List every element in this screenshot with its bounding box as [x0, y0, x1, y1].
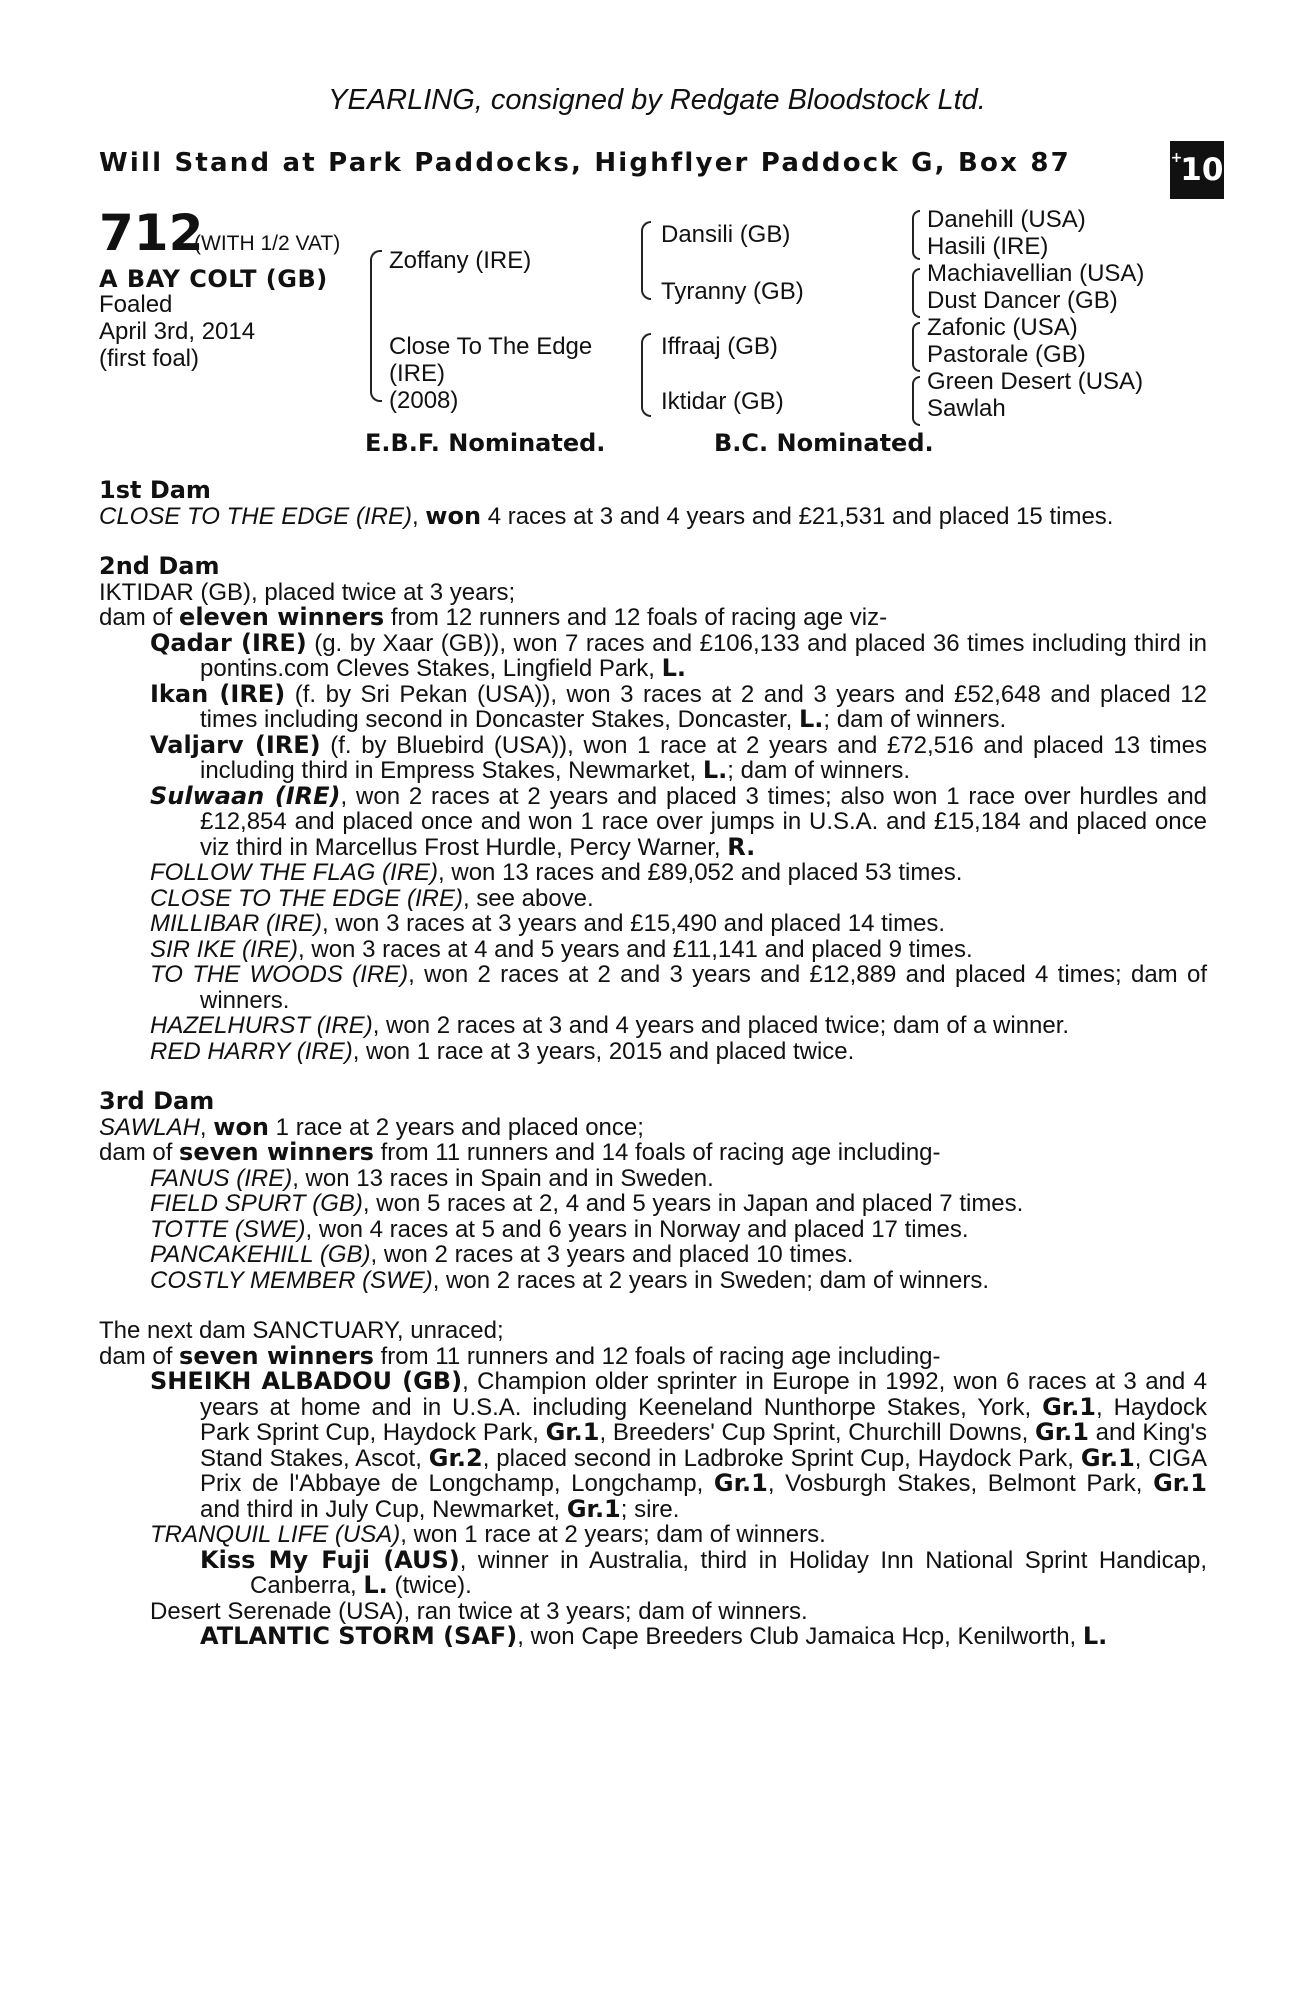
- vat-note: (WITH 1/2 VAT): [194, 232, 341, 255]
- produce-record: , Vosburgh Stakes, Belmont Park,: [767, 1470, 1154, 1497]
- produce-record: , won 4 races at 5 and 6 years in Norway and placed 17 times.: [305, 1215, 969, 1243]
- produce-record: ; sire.: [620, 1495, 680, 1523]
- pedigree-dds: Green Desert (USA): [927, 368, 1144, 395]
- produce-record: and King's Stand Stakes, Ascot,: [200, 1419, 1208, 1472]
- badge-mark: +: [1170, 150, 1183, 166]
- produce-note: ; dam of winners.: [823, 706, 1007, 733]
- listed-mark: L.: [702, 756, 728, 784]
- pedigree-ss: Dansili (GB): [661, 221, 791, 248]
- first-dam-line: CLOSE TO THE EDGE (IRE), won 4 races at 3 and 4 years and £21,531 and placed 15 times.: [99, 501, 1114, 530]
- third-dam-record: 1 race at 2 years and placed once;: [269, 1113, 644, 1141]
- runners-summary: from 11 runners and 12 foals of racing age including-: [373, 1342, 941, 1370]
- pedigree-dss: Zafonic (USA): [927, 314, 1078, 341]
- pedigree-bracket-ds: [912, 322, 920, 372]
- pedigree-dam-country: (IRE): [389, 360, 445, 387]
- third-dam-name: SAWLAH: [99, 1113, 200, 1141]
- race-grade-mark: Gr.1: [545, 1418, 600, 1446]
- ebf-nominated: E.B.F. Nominated.: [365, 429, 606, 457]
- first-dam-heading: 1st Dam: [99, 476, 211, 504]
- produce-record: , won 3 races at 4 and 5 years and £11,141 and placed 9 times.: [298, 935, 973, 963]
- runners-summary: from 12 runners and 12 foals of racing age viz-: [384, 604, 888, 631]
- produce-record: , see above.: [462, 884, 594, 912]
- produce-name: ATLANTIC STORM (SAF): [200, 1622, 518, 1650]
- bc-nominated: B.C. Nominated.: [714, 429, 934, 457]
- race-grade-mark: R.: [727, 832, 756, 861]
- produce-note: ; dam of winners.: [727, 757, 911, 784]
- third-dam-won: won: [213, 1112, 270, 1141]
- pedigree-ds: Iffraaj (GB): [661, 333, 778, 360]
- pedigree-sdd: Dust Dancer (GB): [927, 287, 1118, 314]
- produce-record: , won 13 races and £89,052 and placed 53 times.: [438, 859, 963, 886]
- produce-entry: [99, 911, 1207, 937]
- produce-entry: [99, 860, 1207, 886]
- produce-record: , won 2 races at 3 and 4 years and placed twice; dam of a winner.: [372, 1012, 1070, 1039]
- produce-record: , won Cape Breeders Club Jamaica Hcp, Kenilworth,: [517, 1623, 1083, 1650]
- produce-entry: [99, 1217, 1207, 1243]
- runners-summary: from 11 runners and 14 foals of racing age including-: [373, 1139, 941, 1166]
- produce-name: Ikan (IRE): [150, 679, 286, 708]
- produce-record: (f. by Bluebird (USA)), won 1 race at 2 years and £72,516 and placed 13 times including third in Empress Stakes, Newmarket,: [200, 731, 1207, 784]
- produce-name: Sulwaan (IRE): [150, 781, 341, 810]
- produce-entry: [99, 679, 1207, 733]
- winners-count: seven winners: [179, 1138, 374, 1166]
- pedigree-dd: Iktidar (GB): [661, 388, 784, 415]
- produce-record: (g. by Xaar (GB)), won 7 races and £106,133 and placed 36 times including third in pontins.com Cleves Stakes, Lingfield Park,: [200, 629, 1208, 682]
- first-dam-record: 4 races at 3 and 4 years and £21,531 and placed 15 times.: [481, 502, 1114, 530]
- first-dam-name: CLOSE TO THE EDGE (IRE): [99, 502, 412, 530]
- produce-name: SHEIKH ALBADOU (GB): [150, 1367, 463, 1395]
- produce-name: HAZELHURST (IRE): [150, 1012, 373, 1039]
- produce-name: CLOSE TO THE EDGE (IRE): [150, 884, 463, 912]
- produce-record: , Breeders' Cup Sprint, Churchill Downs,: [599, 1419, 1036, 1446]
- horse-name: A BAY COLT (GB): [99, 265, 328, 293]
- listed-mark: L.: [798, 705, 824, 733]
- produce-record: , CIGA Prix de l'Abbaye de Longchamp, Longchamp,: [200, 1444, 1207, 1497]
- race-grade-mark: Gr.1: [1153, 1469, 1207, 1497]
- produce-name: PANCAKEHILL (GB): [150, 1241, 371, 1268]
- produce-record: , won 5 races at 2, 4 and 5 years in Japan and placed 7 times.: [362, 1190, 1024, 1217]
- race-grade-mark: Gr.1: [566, 1494, 621, 1523]
- listed-mark: L.: [363, 1571, 388, 1599]
- produce-record: , won 2 races at 2 years and placed 3 times; also won 1 race over hurdles and £12,854 and placed once and won 1 race over jumps in U.S.A. and £15,184 and placed once viz third in Marcellus Frost Hurdle, Percy Warner,: [200, 782, 1208, 861]
- second-dam-heading: 2nd Dam: [99, 552, 220, 580]
- produce-name: TRANQUIL LIFE (USA): [150, 1521, 401, 1548]
- pedigree-ddd: Sawlah: [927, 395, 1006, 422]
- grand-produce-entry: [99, 1545, 1207, 1599]
- produce-name: SIR IKE (IRE): [150, 935, 299, 963]
- produce-entry: [99, 730, 1207, 784]
- pedigree-dam-name: Close To The Edge: [389, 333, 593, 360]
- dam-of-label: dam of: [99, 1342, 180, 1370]
- pedigree-sss: Danehill (USA): [927, 206, 1086, 233]
- produce-name: Valjarv (IRE): [150, 730, 321, 759]
- produce-name: FANUS (IRE): [150, 1164, 293, 1192]
- produce-entry: [99, 962, 1207, 1013]
- produce-record: , won 1 race at 3 years, 2015 and placed twice.: [352, 1037, 855, 1065]
- pedigree-bracket-sd: [912, 268, 920, 318]
- dam-of-label: dam of: [99, 604, 180, 631]
- stand-location: Will Stand at Park Paddocks, Highflyer Paddock G, Box 87: [99, 148, 1071, 178]
- race-grade-mark: Gr.1: [1035, 1418, 1089, 1446]
- pedigree-sd: Tyranny (GB): [661, 278, 804, 305]
- produce-record: , won 2 races at 2 and 3 years and £12,889 and placed 4 times; dam of winners.: [200, 961, 1208, 1014]
- third-dam-line1: SAWLAH, won 1 race at 2 years and placed once;: [99, 1112, 644, 1141]
- pedigree-bracket-sire: [641, 221, 651, 300]
- produce-record: , won 1 race at 2 years; dam of winners.: [400, 1521, 826, 1548]
- produce-record: , winner in Australia, third in Holiday Inn National Sprint Handicap, Canberra,: [250, 1546, 1207, 1599]
- race-grade-mark: Gr.1: [713, 1469, 768, 1497]
- race-grade-mark: Gr.1: [1080, 1443, 1135, 1472]
- produce-entry: [99, 1191, 1207, 1217]
- lot-badge: [1170, 141, 1224, 199]
- winners-count: seven winners: [179, 1341, 374, 1370]
- produce-entry: [99, 628, 1208, 682]
- produce-name: TOTTE (SWE): [150, 1215, 306, 1243]
- listed-mark: L.: [661, 654, 686, 682]
- grand-produce-entry: [99, 1624, 1207, 1650]
- produce-name: FIELD SPURT (GB): [150, 1190, 363, 1217]
- produce-entry: [99, 1166, 1207, 1192]
- pedigree-sire: Zoffany (IRE): [389, 247, 532, 274]
- pedigree-bracket-main: [370, 250, 382, 402]
- pedigree-bracket-ss: [912, 210, 920, 260]
- produce-entry: [99, 1013, 1207, 1039]
- foaled-date: April 3rd, 2014: [99, 318, 256, 345]
- produce-record: and third in July Cup, Newmarket,: [200, 1495, 567, 1523]
- produce-record: , won 3 races at 3 years and £15,490 and placed 14 times.: [322, 910, 946, 937]
- produce-note: (twice).: [387, 1572, 472, 1599]
- produce-entry: [99, 886, 1207, 912]
- pedigree-bracket-dd: [912, 376, 920, 426]
- produce-entry: Desert Serenade (USA), ran twice at 3 years; dam of winners.: [150, 1597, 808, 1625]
- pedigree-dsd: Pastorale (GB): [927, 341, 1086, 368]
- consignment-title: YEARLING, consigned by Redgate Bloodstock Ltd.: [328, 84, 986, 116]
- produce-entry: [99, 937, 1207, 963]
- third-dam-line2: [99, 1140, 1207, 1166]
- produce-record: (f. by Sri Pekan (USA)), won 3 races at 2 and 3 years and £52,648 and placed 12 times including second in Doncaster Stakes, Doncaster,: [200, 680, 1207, 733]
- pedigree-dam: [389, 333, 592, 414]
- produce-entry: [99, 1268, 1207, 1294]
- produce-name: FOLLOW THE FLAG (IRE): [150, 859, 439, 886]
- pedigree-sds: Machiavellian (USA): [927, 260, 1145, 287]
- third-dam-heading: 3rd Dam: [99, 1087, 215, 1115]
- second-dam-line2: [99, 605, 1207, 631]
- pedigree-dam-year: (2008): [389, 387, 459, 414]
- produce-name: Kiss My Fuji (AUS): [200, 1545, 460, 1574]
- produce-record: , Champion older sprinter in Europe in 1992, won 6 races at 3 and 4 years at home and in U.S.A. including Keeneland Nunthorpe Stakes, York,: [200, 1368, 1207, 1421]
- first-dam-won: won: [425, 501, 482, 530]
- produce-entry-sheikh-albadou: [99, 1369, 1207, 1522]
- produce-record: , won 13 races in Spain and in Sweden.: [292, 1164, 714, 1192]
- produce-record: , won 2 races at 3 years and placed 10 times.: [370, 1241, 854, 1268]
- produce-name: MILLIBAR (IRE): [150, 910, 323, 937]
- foal-note: (first foal): [99, 345, 200, 372]
- produce-entry: [99, 1242, 1207, 1268]
- produce-record: , Haydock Park Sprint Cup, Haydock Park,: [200, 1393, 1207, 1446]
- race-grade-mark: Gr.2: [428, 1443, 483, 1472]
- produce-entry: [99, 1522, 1207, 1548]
- produce-record: , won 2 races at 2 years in Sweden; dam of winners.: [432, 1266, 989, 1294]
- race-grade-mark: Gr.1: [1042, 1392, 1097, 1421]
- dam-of-label: dam of: [99, 1139, 180, 1166]
- listed-mark: L.: [1082, 1622, 1108, 1650]
- next-dam-line1: The next dam SANCTUARY, unraced;: [99, 1317, 504, 1344]
- pedigree-ssd: Hasili (IRE): [927, 233, 1049, 260]
- foaled-block: [99, 291, 255, 372]
- pedigree-gen3: [927, 206, 1144, 422]
- badge-number: 10: [1180, 152, 1224, 188]
- produce-name: Qadar (IRE): [150, 628, 307, 657]
- produce-name: COSTLY MEMBER (SWE): [150, 1266, 433, 1294]
- produce-record: , placed second in Ladbroke Sprint Cup, Haydock Park,: [482, 1444, 1081, 1472]
- produce-name: RED HARRY (IRE): [150, 1037, 353, 1065]
- next-dam-line2: [99, 1341, 1207, 1370]
- lot-number: 712: [99, 204, 204, 262]
- produce-name: TO THE WOODS (IRE): [150, 961, 409, 988]
- second-dam-line1: IKTIDAR (GB), placed twice at 3 years;: [99, 578, 516, 606]
- foaled-label: Foaled: [99, 291, 173, 318]
- produce-entry: [99, 781, 1208, 861]
- pedigree-bracket-dam: [641, 333, 651, 417]
- produce-entry: [99, 1039, 1207, 1065]
- winners-count: eleven winners: [179, 603, 385, 631]
- catalogue-body: [99, 478, 1207, 1650]
